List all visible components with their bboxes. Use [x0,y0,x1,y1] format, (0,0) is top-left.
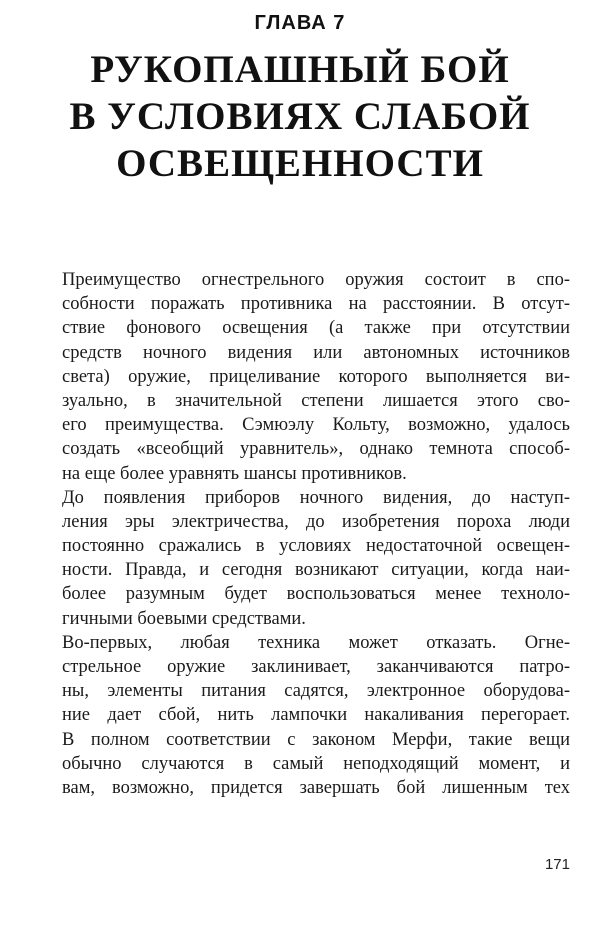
text-line: Преимущество огнестрельного оружия состоит в спо- [62,270,570,290]
text-line: ности. Правда, и сегодня возникают ситуации, когда наи- [62,560,570,581]
text-line: В полном соответствии с законом Мерфи, такие вещи [62,729,570,750]
text-line: постоянно сражались в условиях недостаточной освещен- [62,536,570,557]
text-line: средств ночного видения или автономных источников [62,342,570,363]
paragraph [62,631,570,800]
chapter-title-line: В УСЛОВИЯХ СЛАБОЙ [69,95,531,138]
text-line: ние дает сбой, нить лампочки накаливания перегорает. [62,705,570,726]
chapter-label: ГЛАВА 7 [254,12,346,34]
text-line: обычно случаются в самый неподходящий момент, и [62,753,570,774]
text-line: До появления приборов ночного видения, до наступ- [62,487,570,508]
text-line: ны, элементы питания садятся, электронное оборудова- [62,681,570,702]
body-text [62,268,570,800]
chapter-title-line: ОСВЕЩЕННОСТИ [116,142,484,185]
text-line: ствие фонового освещения (а также при отсутствии [62,318,570,339]
text-line: стрельное оружие заклинивает, заканчиваются патро- [62,657,570,677]
paragraph [62,486,570,631]
text-line: света) оружие, прицеливание которого выполняется ви- [62,366,570,387]
text-line: ления эры электричества, до изобретения пороха люди [62,511,570,532]
text-line: его преимущества. Сэмюэлу Кольту, возможно, удалось [62,415,570,436]
text-line: более разумным будет воспользоваться менее техноло- [62,584,570,605]
chapter-title-line: РУКОПАШНЫЙ БОЙ [90,48,510,91]
text-line: на еще более уравнять шансы противников. [62,463,407,484]
text-line: гичными боевыми средствами. [62,608,306,629]
text-line: зуально, в значительной степени лишается этого сво- [62,390,570,411]
chapter-title [30,46,570,187]
text-line: создать «всеобщий уравнитель», однако темнота способ- [62,439,570,460]
text-line: собности поражать противника на расстоянии. В отсут- [62,294,570,315]
paragraph [62,268,570,486]
text-line: Во-первых, любая техника может отказать. Огне- [62,632,570,653]
page-number: 171 [544,856,570,873]
text-line: вам, возможно, придется завершать бой лишенным тех [62,777,570,798]
